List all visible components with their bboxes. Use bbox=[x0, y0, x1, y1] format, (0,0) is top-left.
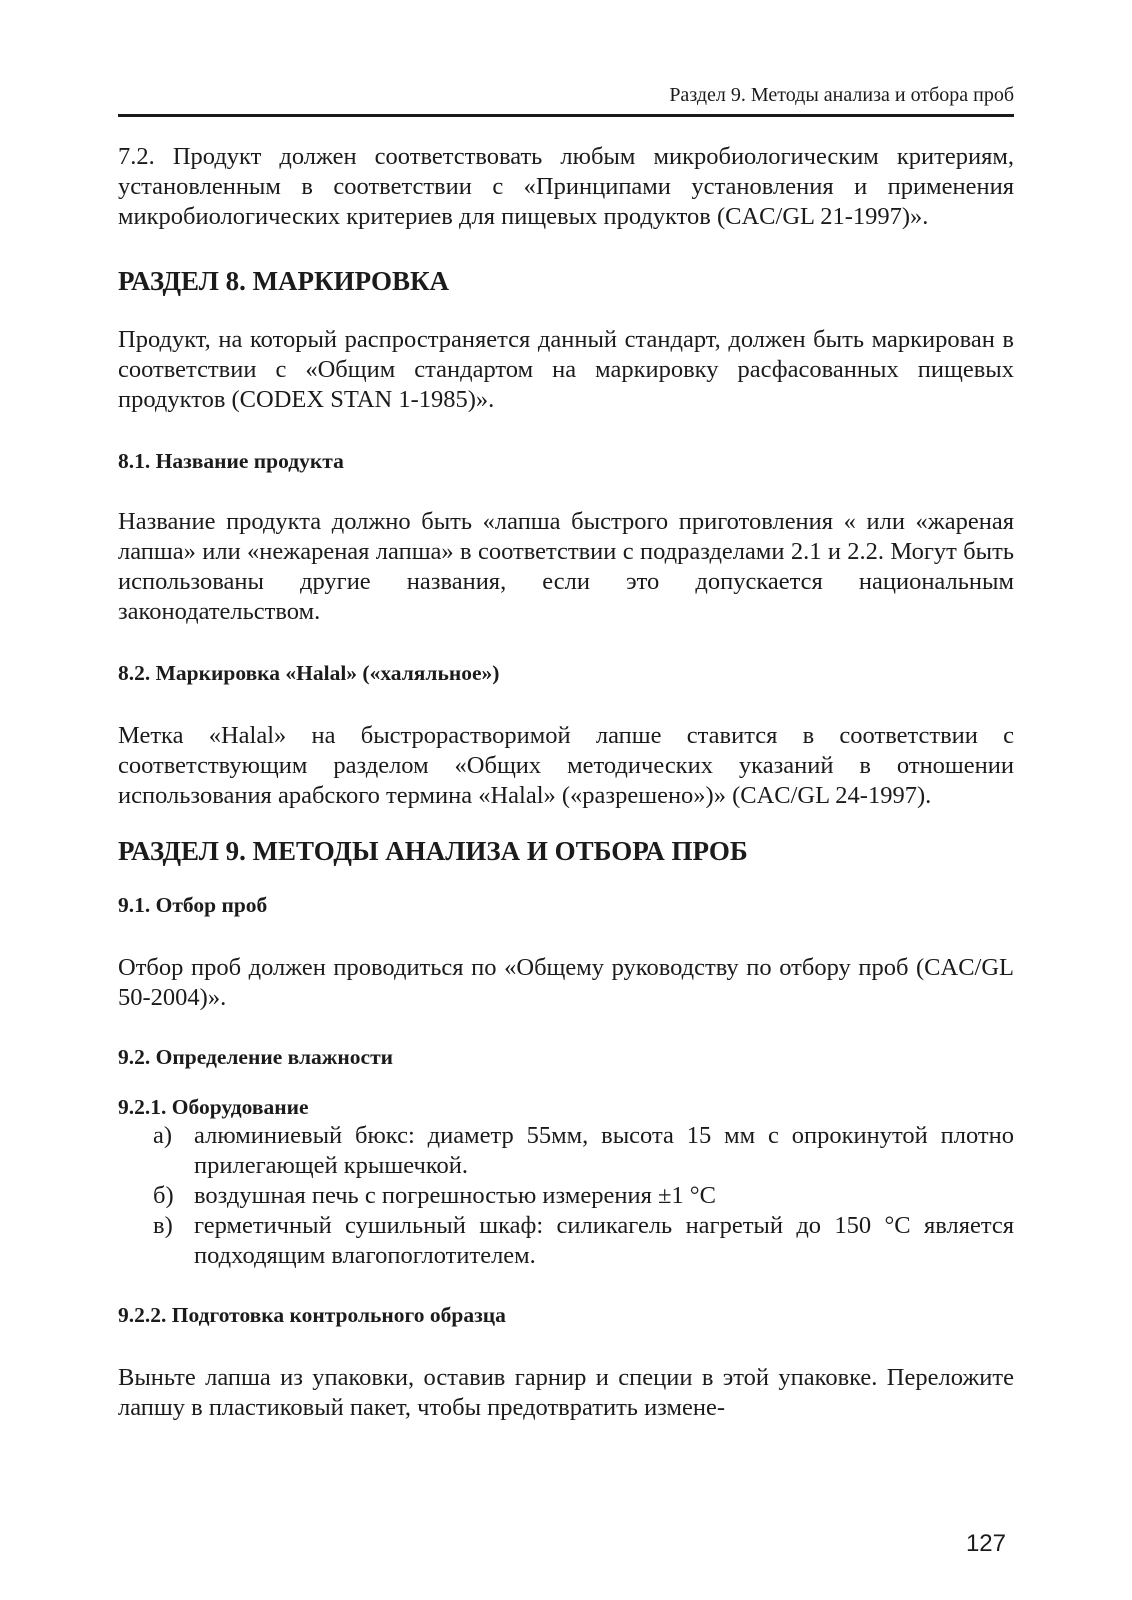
heading-8-2: 8.2. Маркировка «Halal» («халяльное») bbox=[118, 661, 500, 685]
paragraph-7-2: 7.2. Продукт должен соответствовать любым микробиологическим критериям, установленным в соответствии с «Принципами установления и применения микробиологических критериев для пищевых продуктов (CAC/GL 21-1997)». bbox=[118, 143, 1014, 230]
list-item-text: алюминиевый бюкс: диаметр 55мм, высота 15 мм с опрокинутой плотно прилегающей крышечкой. bbox=[194, 1122, 1014, 1179]
section-8-heading: РАЗДЕЛ 8. МАРКИРОВКА bbox=[118, 266, 450, 296]
heading-9-2: 9.2. Определение влажности bbox=[118, 1045, 394, 1069]
list-item bbox=[118, 1121, 1014, 1181]
list-marker: а) bbox=[153, 1122, 173, 1149]
list-marker: б) bbox=[153, 1182, 174, 1209]
heading-9-2-1: 9.2.1. Оборудование bbox=[118, 1095, 309, 1119]
paragraph-9-2-2: Выньте лапша из упаковки, оставив гарнир и специи в этой упаковке. Переложите лапшу в пластиковый пакет, чтобы предотвратить измене- bbox=[118, 1364, 1014, 1421]
paragraph-8-1: Название продукта должно быть «лапша быстрого приготовления « или «жареная лапша» или «нежареная лапша» в соответствии с подразделами 2.1 и 2.2. Могут быть использованы другие названия, если это допускается национальным законодательством. bbox=[118, 508, 1014, 625]
equipment-list bbox=[118, 1121, 1014, 1271]
list-item bbox=[118, 1181, 1014, 1211]
list-marker: в) bbox=[153, 1212, 173, 1239]
section-8-paragraph: Продукт, на который распространяется данный стандарт, должен быть маркирован в соответствии с «Общим стандартом на маркировку расфасованных пищевых продуктов (CODEX STAN 1-1985)». bbox=[118, 326, 1014, 413]
paragraph-8-2: Метка «Halal» на быстрорастворимой лапше ставится в соответствии с соответствующим разделом «Общих методических указаний в отношении использования арабского термина «Halal» («разрешено»)» (CAC/GL 24-1997). bbox=[118, 722, 1014, 809]
list-item-text: воздушная печь с погрешностью измерения ±1 °С bbox=[194, 1182, 716, 1209]
header-rule bbox=[118, 114, 1014, 117]
heading-9-2-2: 9.2.2. Подготовка контрольного образца bbox=[118, 1303, 506, 1327]
paragraph-9-1: Отбор проб должен проводиться по «Общему руководству по отбору проб (CAC/GL 50-2004)». bbox=[118, 954, 1014, 1011]
section-9-heading: РАЗДЕЛ 9. МЕТОДЫ АНАЛИЗА И ОТБОРА ПРОБ bbox=[118, 836, 748, 866]
heading-8-1: 8.1. Название продукта bbox=[118, 449, 344, 473]
list-item bbox=[118, 1211, 1014, 1271]
list-item-text: герметичный сушильный шкаф: силикагель нагретый до 150 °С является подходящим влагопоглотителем. bbox=[194, 1212, 1014, 1269]
heading-9-1: 9.1. Отбор проб bbox=[118, 893, 268, 917]
running-header: Раздел 9. Методы анализа и отбора проб bbox=[669, 84, 1014, 106]
page-number: 127 bbox=[965, 1530, 1006, 1557]
page-content bbox=[118, 142, 1014, 1423]
